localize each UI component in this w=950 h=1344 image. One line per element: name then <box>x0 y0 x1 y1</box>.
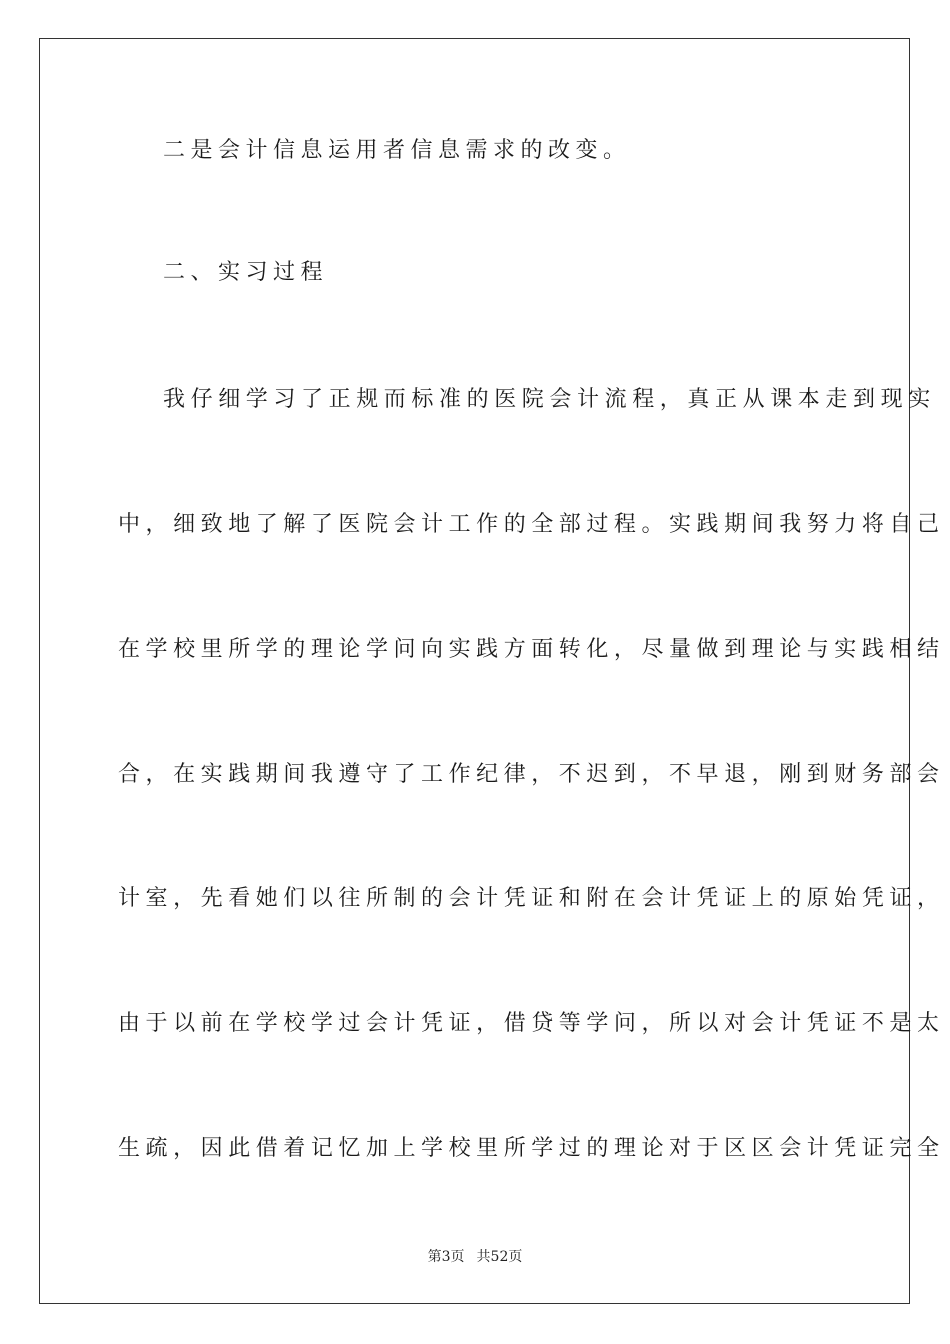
paragraph-line-7: 由于以前在学校学过会计凭证，借贷等学问，所以对会计凭证不是太 <box>118 1011 945 1036</box>
paragraph-line-1: 二是会计信息运用者信息需求的改变。 <box>163 138 631 163</box>
page-border <box>39 38 945 1304</box>
paragraph-line-5: 合，在实践期间我遵守了工作纪律，不迟到，不早退，刚到财务部会 <box>118 762 945 787</box>
paragraph-line-4: 在学校里所学的理论学问向实践方面转化，尽量做到理论与实践相结 <box>118 637 945 662</box>
paragraph-line-3: 中，细致地了解了医院会计工作的全部过程。实践期间我努力将自己 <box>118 512 945 537</box>
page-number: 第3页 <box>427 1249 465 1265</box>
section-heading: 二、实习过程 <box>163 260 329 285</box>
page-total: 共52页 <box>476 1249 523 1265</box>
paragraph-line-2: 我仔细学习了正规而标准的医院会计流程，真正从课本走到现实 <box>163 387 936 412</box>
page-footer <box>0 1248 950 1266</box>
paragraph-line-8: 生疏，因此借着记忆加上学校里所学过的理论对于区区会计凭证完全 <box>118 1136 945 1161</box>
paragraph-line-6: 计室，先看她们以往所制的会计凭证和附在会计凭证上的原始凭证， <box>118 886 945 911</box>
